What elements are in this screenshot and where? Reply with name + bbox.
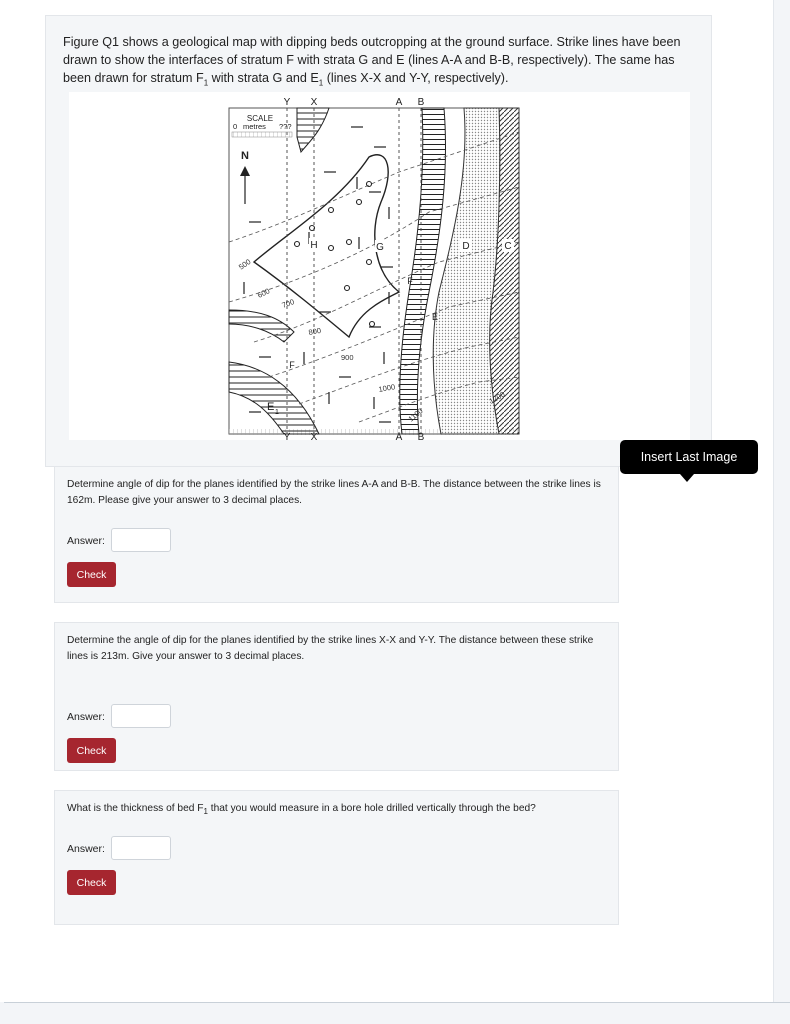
answer-1-label: Answer: — [67, 535, 105, 547]
bottom-label-y: Y — [283, 432, 291, 440]
insert-last-image-tooltip: Insert Last Image — [620, 440, 758, 474]
stratum-label-e1-sub: 1 — [275, 409, 279, 416]
answer-3-label: Answer: — [67, 843, 105, 855]
question-1-text: Determine angle of dip for the planes identified by the strike lines A-A and B-B. The distance between the strike lines is 162m. Please give your answer to 3 decimal places. — [67, 479, 601, 506]
stratum-label-d: D — [462, 241, 470, 252]
stratum-label-g: G — [376, 242, 384, 253]
bottom-label-x: X — [310, 432, 318, 440]
intro-subscript-1: 1 — [203, 78, 209, 88]
check-2-button[interactable]: Check — [67, 738, 116, 763]
question-card-1 — [54, 466, 619, 603]
scale-units: metres — [243, 122, 266, 131]
stratum-label-c: C — [504, 241, 512, 252]
stratum-label-f-lower: F — [289, 360, 295, 370]
top-label-b: B — [417, 97, 425, 108]
bottom-label-a: A — [395, 432, 403, 440]
stratum-label-f: F — [407, 276, 413, 286]
question-2-text: Determine the angle of dip for the planes identified by the strike lines X-X and Y-Y. The distance between these strike lines is 213m. Give your answer to 3 decimal places. — [67, 635, 594, 662]
stratum-label-e: E — [431, 312, 439, 322]
geological-map-figure[interactable] — [69, 92, 690, 440]
footer-divider — [4, 1002, 790, 1003]
top-label-x: X — [310, 97, 318, 108]
answer-1-input[interactable] — [111, 528, 171, 552]
intro-text-part1: Figure Q1 shows a geological map with dipping beds outcropping at the ground surface. Strike lines have been drawn to show the interfaces of stratum F with strata G and E (lines A-A and B-B, respectively). The same has been drawn for stratum F — [63, 35, 681, 85]
question-card-3 — [54, 790, 619, 925]
contour-label-900: 900 — [341, 353, 354, 362]
geological-map-svg — [69, 92, 690, 440]
check-3-button[interactable]: Check — [67, 870, 116, 895]
contour-label-500: 500 — [236, 257, 253, 272]
stratum-label-h: H — [310, 240, 318, 251]
contour-label-1100: 1100 — [406, 406, 425, 424]
contour-label-700: 700 — [280, 297, 296, 310]
intro-text-part3: (lines X-X and Y-Y, respectively). — [323, 71, 509, 85]
answer-3-input[interactable] — [111, 836, 171, 860]
question-3-subscript: 1 — [203, 807, 208, 817]
intro-text-part2: with strata G and E — [208, 71, 319, 85]
check-1-button[interactable]: Check — [67, 562, 116, 587]
scale-bar — [232, 132, 292, 137]
scale-right-value: ??? — [279, 122, 292, 131]
scale-zero: 0 — [233, 122, 238, 131]
contour-label-800: 800 — [307, 325, 322, 337]
question-3-text — [67, 801, 602, 820]
contour-label-1000: 1000 — [377, 382, 396, 394]
intro-subscript-2: 1 — [318, 78, 324, 88]
question-3-text-part1: What is the thickness of bed F — [67, 803, 204, 814]
question-intro-card — [45, 15, 712, 467]
north-label: N — [241, 150, 249, 162]
contour-label-600: 600 — [256, 286, 272, 300]
bottom-label-b: B — [417, 432, 425, 440]
stratum-label-e1: E — [267, 401, 275, 413]
question-card-2 — [54, 622, 619, 771]
answer-2-label: Answer: — [67, 711, 105, 723]
top-label-a: A — [395, 97, 403, 108]
contour-label-1200: 1200 — [487, 389, 507, 406]
intro-text — [63, 33, 693, 93]
question-3-text-part2: that you would measure in a bore hole drilled vertically through the bed? — [207, 803, 536, 814]
scale-title: SCALE — [246, 114, 274, 123]
tooltip-arrow — [680, 474, 694, 482]
answer-2-input[interactable] — [111, 704, 171, 728]
top-label-y: Y — [283, 97, 291, 108]
